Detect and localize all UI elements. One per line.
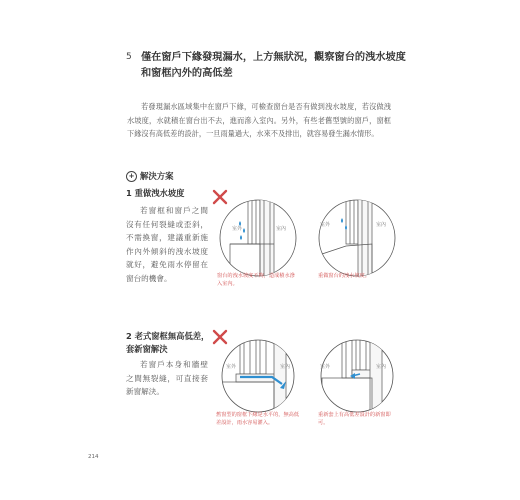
label-inside: 室內: [276, 226, 287, 232]
label-outside: 室外: [320, 364, 331, 370]
diagram-1-correct: [312, 188, 402, 280]
cross-mark-icon: [214, 331, 226, 343]
plus-circle-icon: +: [126, 171, 137, 182]
diagram-1-wrong: [210, 188, 305, 280]
cross-mark-icon: [214, 191, 226, 203]
label-outside: 室外: [320, 222, 331, 228]
intro-paragraph: 若發現漏水區域集中在窗戶下緣，可檢查窗台是否有做到洩水坡度，若沒做洩水坡度，水就積在窗台出不去，進而滲入室內。另外，有些老舊型號的窗戶，窗框下緣沒有高低差的設計，一旦雨量過大，水來不及排出，就容易發生漏水情形。: [127, 102, 391, 138]
item-1-body: 若窗框和窗戶之間沒有任何裂縫或歪斜，不需換窗，建議重新施作內外傾斜的洩水坡度就好，避免雨水停留在窗台的機會。: [126, 206, 208, 283]
item-2-title: 2 老式窗框無高低差， 套新窗解決: [126, 331, 210, 354]
item-2-body: 若窗戶本身和牆壁之間無裂縫，可直接套新窗解決。: [126, 360, 208, 396]
label-outside: 室外: [226, 364, 237, 370]
caption-1-right: 重做窗台的洩水坡度。: [318, 273, 370, 279]
label-inside: 室內: [376, 364, 387, 370]
caption-1-left: 窗台的洩水坡度不夠，造成積水滲入室內。: [217, 273, 295, 287]
label-outside: 室外: [232, 226, 243, 232]
item-1-title: 1 重做洩水坡度: [126, 188, 185, 198]
caption-2-left: 舊窗型的窗框下緣是水平的，無高低差設計，雨水容易灌入。: [216, 412, 300, 426]
label-inside: 室內: [376, 222, 387, 228]
section-number: 5: [126, 52, 132, 62]
solution-heading-label: 解決方案: [140, 171, 174, 181]
caption-2-right: 重新套上有高低差設計的新窗即可。: [318, 412, 391, 426]
page-number: 214: [88, 454, 99, 460]
diagram-2-correct: [312, 328, 402, 416]
label-inside: 室內: [280, 364, 291, 370]
diagram-2-wrong: [210, 328, 305, 416]
solution-heading: [126, 170, 174, 182]
section-title: 僅在窗戶下緣發現漏水，上方無狀況，觀察窗台的洩水坡度和窗框內外的高低差: [141, 52, 406, 79]
